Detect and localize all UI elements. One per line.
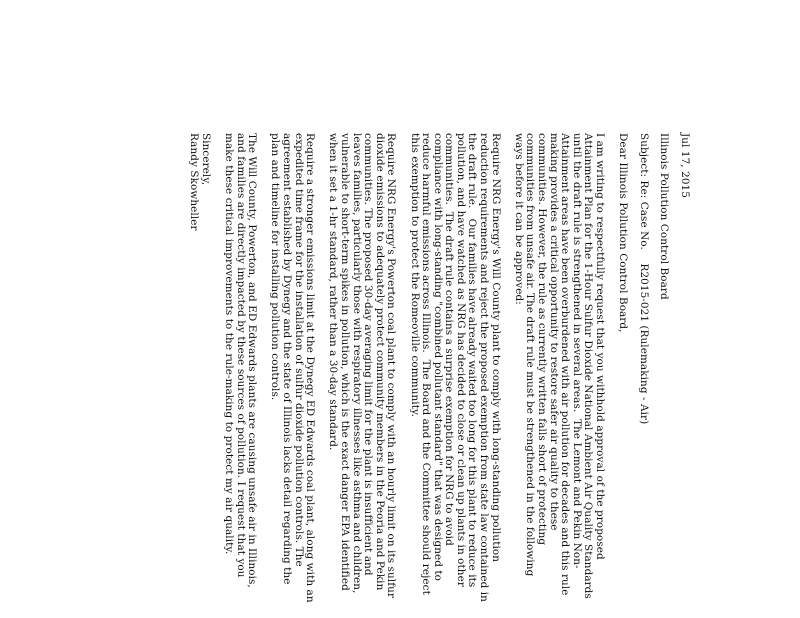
letter-paragraph: I am writing to respectfully request that you withhold approval of the proposed Attainment Plan for the 1-Hour Sulfur Dioxide National Ambient Air Quality Standards until the draft rule is strengthened in several areas. The Lemont and Pekin Non-Attainment areas have been overburdened with air pollution for decades and this rule making provides a critical opportunity to restore safer air quality to these communities. However, the rule as currently written falls short of protecting communities from unsafe air. The draft rule must be strengthened in the following ways before it can be approved: <box>512 133 607 603</box>
letter-date: Jul 17, 2015 <box>679 133 691 198</box>
letter-paragraph: Require a stronger emissions limit at the Dynegy ED Edwards coal plant, along with an expedited time frame for the installation of sulfur dioxide pollution controls. The agreement established by Dynegy and the state of Illinois lacks detail regarding the plan and timeline for installing pollution controls. <box>269 133 317 607</box>
letter-recipient: Illinois Pollution Control Board <box>658 133 671 300</box>
letter-salutation: Dear Illinois Pollution Control Board, <box>617 133 630 333</box>
letter-paragraph: Require NRG Energy's Will County plant to comply with long-standing pollution reduction requirements and reject the proposed exemption from state law contained in the draft rule. Our families have already waited too long for this plant to reduce its pollution, and have watched as NRG has decided to close or clean up plants in other communities. The draft rule contains a surprise exemption for NRG to avoid compliance with long-standing "combined pollutant standard" that was designed to reduce harmful emissions across Illinois. The Board and the Committee should reject this exemption to protect the Romeoville community. <box>408 133 502 606</box>
letter-body <box>188 133 691 607</box>
letter-signature: Randy Skowheller <box>188 133 201 231</box>
letter-subject: Subject: Re: Case No. R2015-021 (Rulemaking - Air) <box>637 133 650 425</box>
letter-paragraph: The Will County, Powerton, and ED Edwards plants are causing unsafe air in Illinois, and families are directly impacted by these sources of pollution. I request that you make these critical improvements to the rule-making to protect my air quality. <box>223 133 259 592</box>
letter-paragraph: Require NRG Energy's Powerton coal plant to comply with an hourly limit on its sulfur dioxide emissions to adequately protect community members in the Peoria and Pekin communities. The proposed 30-day averaging limit for the plant is insufficient and leaves families, particularly those with respiratory illnesses like asthma and children, vulnerable to short-term spikes in pollution, which is the exact danger EPA identified when it set a 1-hr standard, rather than a 30-day standard. <box>327 133 398 602</box>
letter-closing: Sincerely, <box>199 133 212 186</box>
